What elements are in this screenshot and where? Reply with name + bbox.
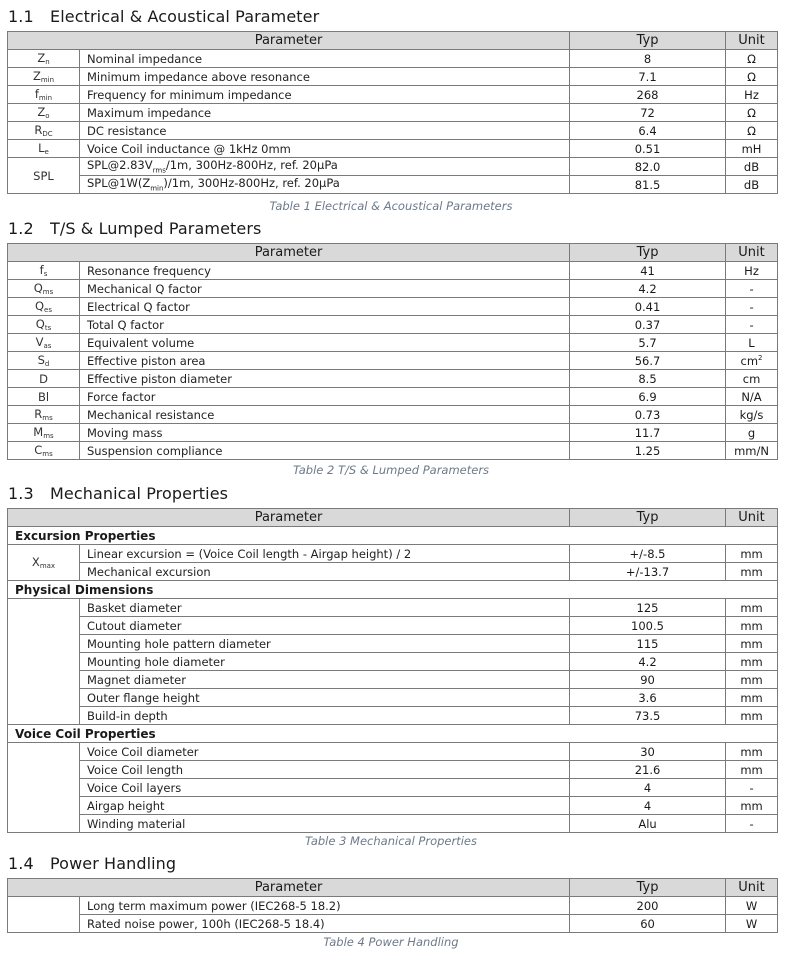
param-unit: - xyxy=(726,815,778,833)
param-description: Resonance frequency xyxy=(80,262,570,280)
param-symbol xyxy=(8,316,80,334)
unit-text: Hz xyxy=(744,263,759,278)
param-description: Voice Coil diameter xyxy=(80,743,570,761)
header-typ: Typ xyxy=(570,32,726,50)
param-typ-value: 56.7 xyxy=(570,352,726,370)
header-parameter: Parameter xyxy=(8,509,570,527)
param-unit: mm xyxy=(726,689,778,707)
table-row xyxy=(8,815,778,833)
param-typ-value: 4.2 xyxy=(570,653,726,671)
table-row xyxy=(8,280,778,298)
param-symbol xyxy=(8,388,80,406)
param-typ-value: 0.73 xyxy=(570,406,726,424)
table-row xyxy=(8,50,778,68)
table-body xyxy=(8,50,778,194)
unit-text: mm/N xyxy=(734,443,769,458)
unit-text: - xyxy=(749,317,754,332)
param-symbol xyxy=(8,334,80,352)
table-row xyxy=(8,563,778,581)
param-description: Effective piston diameter xyxy=(80,370,570,388)
desc-part: /1m, 300Hz-800Hz, ref. 20μPa xyxy=(165,158,338,173)
param-unit: W xyxy=(726,897,778,915)
section-row xyxy=(8,581,778,599)
header-typ: Typ xyxy=(570,879,726,897)
symbol-subscript: ms xyxy=(42,450,53,458)
header-parameter: Parameter xyxy=(8,32,570,50)
param-unit xyxy=(726,424,778,442)
unit-text: Ω xyxy=(747,51,756,66)
param-description: Mounting hole diameter xyxy=(80,653,570,671)
symbol-base: Q xyxy=(34,299,45,313)
section-label: Physical Dimensions xyxy=(8,581,778,599)
param-description: Force factor xyxy=(80,388,570,406)
symbol-subscript: e xyxy=(44,148,49,156)
section-row xyxy=(8,527,778,545)
table-row xyxy=(8,316,778,334)
unit-superscript: 2 xyxy=(758,353,763,362)
param-typ-value: +/-13.7 xyxy=(570,563,726,581)
param-description: Effective piston area xyxy=(80,352,570,370)
param-symbol xyxy=(8,50,80,68)
symbol-base: R xyxy=(34,407,43,421)
param-typ-value: 81.5 xyxy=(570,176,726,194)
table-row xyxy=(8,599,778,617)
desc-part: )/1m, 300Hz-800Hz, ref. 20μPa xyxy=(163,176,340,191)
param-typ-value: 6.9 xyxy=(570,388,726,406)
symbol-base: f xyxy=(39,263,44,277)
param-unit: mm xyxy=(726,617,778,635)
table-caption-2: Table 2 T/S & Lumped Parameters xyxy=(292,463,490,477)
param-unit xyxy=(726,406,778,424)
param-typ-value: +/-8.5 xyxy=(570,545,726,563)
param-typ-value: 6.4 xyxy=(570,122,726,140)
section-heading-1-2: 1.2 T/S & Lumped Parameters xyxy=(8,219,262,238)
param-unit: mm xyxy=(726,797,778,815)
header-unit: Unit xyxy=(726,509,778,527)
param-description: Moving mass xyxy=(80,424,570,442)
symbol-subscript: ms xyxy=(42,288,54,296)
symbol-base: V xyxy=(35,335,44,349)
table-row xyxy=(8,352,778,370)
symbol-base: Z xyxy=(37,51,46,65)
param-description: Maximum impedance xyxy=(80,104,570,122)
param-unit xyxy=(726,352,778,370)
table-body xyxy=(8,262,778,460)
header-parameter: Parameter xyxy=(8,879,570,897)
param-typ-value: 4.2 xyxy=(570,280,726,298)
header-typ: Typ xyxy=(570,244,726,262)
table-row xyxy=(8,707,778,725)
table-row xyxy=(8,406,778,424)
empty-symbol-cell xyxy=(8,743,80,833)
param-unit: mm xyxy=(726,563,778,581)
table-header-row xyxy=(8,879,778,897)
table-body xyxy=(8,527,778,833)
table-row xyxy=(8,334,778,352)
param-unit: mm xyxy=(726,707,778,725)
param-unit: mm xyxy=(726,599,778,617)
symbol-subscript: o xyxy=(45,112,50,120)
symbol-base: Z xyxy=(32,69,41,83)
section-heading-1-1: 1.1 Electrical & Acoustical Parameter xyxy=(8,7,320,26)
unit-text: N/A xyxy=(741,389,762,404)
param-typ-value: 125 xyxy=(570,599,726,617)
param-unit xyxy=(726,140,778,158)
param-description: Magnet diameter xyxy=(80,671,570,689)
table-row xyxy=(8,743,778,761)
param-unit xyxy=(726,370,778,388)
section-heading-1-3: 1.3 Mechanical Properties xyxy=(8,484,229,503)
param-description: Voice Coil length xyxy=(80,761,570,779)
param-symbol xyxy=(8,406,80,424)
symbol-subscript: es xyxy=(44,306,53,314)
param-symbol xyxy=(8,104,80,122)
table-row xyxy=(8,797,778,815)
param-unit: mm xyxy=(726,671,778,689)
table-row xyxy=(8,779,778,797)
symbol-subscript: as xyxy=(43,342,52,350)
param-unit: mm xyxy=(726,761,778,779)
empty-symbol-cell xyxy=(8,599,80,725)
unit-text: Ω xyxy=(747,123,756,138)
param-unit xyxy=(726,280,778,298)
symbol-base: f xyxy=(34,87,39,101)
section-label: Voice Coil Properties xyxy=(8,725,778,743)
symbol-subscript: min xyxy=(40,76,55,84)
param-description xyxy=(80,176,570,194)
section-row xyxy=(8,725,778,743)
param-description: Minimum impedance above resonance xyxy=(80,68,570,86)
param-typ-value: Alu xyxy=(570,815,726,833)
param-unit xyxy=(726,122,778,140)
table-electrical-acoustical xyxy=(7,31,778,194)
table-row xyxy=(8,897,778,915)
param-description: Cutout diameter xyxy=(80,617,570,635)
table-row xyxy=(8,424,778,442)
param-description: DC resistance xyxy=(80,122,570,140)
unit-text: cm xyxy=(742,371,761,386)
param-description: Rated noise power, 100h (IEC268-5 18.4) xyxy=(80,915,570,933)
desc-subscript: min xyxy=(150,184,164,193)
symbol-subscript: DC xyxy=(42,130,53,138)
symbol-base: Z xyxy=(37,105,46,119)
section-label: Excursion Properties xyxy=(8,527,778,545)
table-header-row xyxy=(8,509,778,527)
param-description: Equivalent volume xyxy=(80,334,570,352)
table-row xyxy=(8,262,778,280)
param-unit: dB xyxy=(726,158,778,176)
symbol-base: L xyxy=(38,141,45,155)
param-typ-value: 0.41 xyxy=(570,298,726,316)
param-typ-value: 73.5 xyxy=(570,707,726,725)
unit-text: g xyxy=(747,425,756,440)
param-typ-value: 90 xyxy=(570,671,726,689)
table-row xyxy=(8,68,778,86)
param-symbol xyxy=(8,280,80,298)
param-unit: dB xyxy=(726,176,778,194)
param-unit: mm xyxy=(726,635,778,653)
unit-text: cm xyxy=(740,353,759,368)
table-row xyxy=(8,158,778,176)
param-symbol xyxy=(8,545,80,581)
param-description: Voice Coil layers xyxy=(80,779,570,797)
table-row xyxy=(8,653,778,671)
table-row xyxy=(8,671,778,689)
symbol-base: S xyxy=(37,353,45,367)
param-symbol xyxy=(8,424,80,442)
param-description: Voice Coil inductance @ 1kHz 0mm xyxy=(80,140,570,158)
param-description: Long term maximum power (IEC268-5 18.2) xyxy=(80,897,570,915)
param-description: Mechanical Q factor xyxy=(80,280,570,298)
table-caption-3: Table 3 Mechanical Properties xyxy=(305,834,477,848)
param-typ-value: 0.51 xyxy=(570,140,726,158)
symbol-base: X xyxy=(31,555,40,569)
symbol-base: Q xyxy=(35,317,45,331)
symbol-base: Bl xyxy=(37,389,50,404)
unit-text: Hz xyxy=(744,87,759,102)
table-caption-1: Table 1 Electrical & Acoustical Parameters xyxy=(269,199,513,213)
param-symbol xyxy=(8,262,80,280)
table-row xyxy=(8,761,778,779)
table-row xyxy=(8,122,778,140)
param-description: Electrical Q factor xyxy=(80,298,570,316)
param-description: Build-in depth xyxy=(80,707,570,725)
symbol-subscript: n xyxy=(45,58,50,66)
param-typ-value: 7.1 xyxy=(570,68,726,86)
param-unit xyxy=(726,68,778,86)
param-symbol xyxy=(8,122,80,140)
table-row xyxy=(8,617,778,635)
param-description: Total Q factor xyxy=(80,316,570,334)
table-row xyxy=(8,689,778,707)
param-description: Outer flange height xyxy=(80,689,570,707)
param-symbol xyxy=(8,352,80,370)
empty-symbol-cell xyxy=(8,897,80,933)
param-symbol xyxy=(8,140,80,158)
table-body xyxy=(8,897,778,933)
param-typ-value: 0.37 xyxy=(570,316,726,334)
desc-part: SPL@2.83V xyxy=(87,158,153,173)
param-typ-value: 8.5 xyxy=(570,370,726,388)
param-unit: mm xyxy=(726,743,778,761)
param-symbol: SPL xyxy=(8,158,80,194)
desc-part: SPL@1W(Z xyxy=(87,176,151,191)
unit-text: Ω xyxy=(747,69,756,84)
symbol-subscript: min xyxy=(38,94,53,102)
param-unit: - xyxy=(726,779,778,797)
param-typ-value: 4 xyxy=(570,797,726,815)
param-typ-value: 4 xyxy=(570,779,726,797)
param-typ-value: 200 xyxy=(570,897,726,915)
desc-subscript: rms xyxy=(152,166,166,175)
table-mechanical xyxy=(7,508,778,833)
unit-text: Ω xyxy=(747,105,756,120)
param-typ-value: 1.25 xyxy=(570,442,726,460)
param-symbol xyxy=(8,86,80,104)
symbol-subscript: s xyxy=(43,270,48,278)
table-row xyxy=(8,635,778,653)
table-row xyxy=(8,104,778,122)
symbol-base: M xyxy=(33,425,44,439)
header-unit: Unit xyxy=(726,879,778,897)
param-typ-value: 21.6 xyxy=(570,761,726,779)
table-header-row xyxy=(8,244,778,262)
symbol-base: C xyxy=(34,443,43,457)
param-unit xyxy=(726,298,778,316)
header-parameter: Parameter xyxy=(8,244,570,262)
param-typ-value: 30 xyxy=(570,743,726,761)
param-unit: W xyxy=(726,915,778,933)
param-description xyxy=(80,158,570,176)
header-typ: Typ xyxy=(570,509,726,527)
header-unit: Unit xyxy=(726,244,778,262)
symbol-base: Q xyxy=(33,281,43,295)
param-typ-value: 72 xyxy=(570,104,726,122)
param-unit xyxy=(726,442,778,460)
param-unit xyxy=(726,334,778,352)
param-symbol xyxy=(8,68,80,86)
param-unit xyxy=(726,316,778,334)
param-description: Nominal impedance xyxy=(80,50,570,68)
param-unit xyxy=(726,104,778,122)
table-ts-lumped xyxy=(7,243,778,460)
symbol-subscript: ts xyxy=(44,324,52,332)
symbol-subscript: ms xyxy=(42,414,53,422)
param-description: Basket diameter xyxy=(80,599,570,617)
table-power-handling xyxy=(7,878,778,933)
symbol-base: R xyxy=(34,123,43,137)
header-unit: Unit xyxy=(726,32,778,50)
param-unit xyxy=(726,262,778,280)
param-typ-value: 3.6 xyxy=(570,689,726,707)
param-typ-value: 11.7 xyxy=(570,424,726,442)
table-header-row xyxy=(8,32,778,50)
param-symbol xyxy=(8,298,80,316)
unit-text: kg/s xyxy=(739,407,764,422)
param-typ-value: 8 xyxy=(570,50,726,68)
table-row xyxy=(8,298,778,316)
unit-text: L xyxy=(748,335,755,350)
table-row xyxy=(8,176,778,194)
param-symbol xyxy=(8,442,80,460)
param-unit: mm xyxy=(726,653,778,671)
unit-text: mH xyxy=(741,141,762,156)
table-row xyxy=(8,388,778,406)
table-row xyxy=(8,86,778,104)
symbol-subscript: d xyxy=(44,360,50,368)
unit-text: - xyxy=(749,281,754,296)
table-row xyxy=(8,915,778,933)
param-description: Frequency for minimum impedance xyxy=(80,86,570,104)
param-description: Mounting hole pattern diameter xyxy=(80,635,570,653)
param-typ-value: 82.0 xyxy=(570,158,726,176)
table-row xyxy=(8,545,778,563)
param-typ-value: 5.7 xyxy=(570,334,726,352)
param-typ-value: 100.5 xyxy=(570,617,726,635)
param-typ-value: 60 xyxy=(570,915,726,933)
param-symbol xyxy=(8,370,80,388)
param-description: Winding material xyxy=(80,815,570,833)
symbol-subscript: ms xyxy=(43,432,54,440)
unit-text: - xyxy=(749,299,754,314)
symbol-base: D xyxy=(39,371,48,386)
param-description: Mechanical resistance xyxy=(80,406,570,424)
table-row xyxy=(8,442,778,460)
table-row xyxy=(8,370,778,388)
param-unit xyxy=(726,388,778,406)
table-row xyxy=(8,140,778,158)
param-unit: mm xyxy=(726,545,778,563)
param-typ-value: 41 xyxy=(570,262,726,280)
param-description: Suspension compliance xyxy=(80,442,570,460)
param-description: Linear excursion = (Voice Coil length - Airgap height) / 2 xyxy=(80,545,570,563)
param-description: Airgap height xyxy=(80,797,570,815)
param-typ-value: 268 xyxy=(570,86,726,104)
table-caption-4: Table 4 Power Handling xyxy=(323,935,459,949)
param-description: Mechanical excursion xyxy=(80,563,570,581)
param-typ-value: 115 xyxy=(570,635,726,653)
section-heading-1-4: 1.4 Power Handling xyxy=(8,854,177,873)
param-unit xyxy=(726,50,778,68)
symbol-subscript: max xyxy=(39,562,56,570)
param-unit xyxy=(726,86,778,104)
